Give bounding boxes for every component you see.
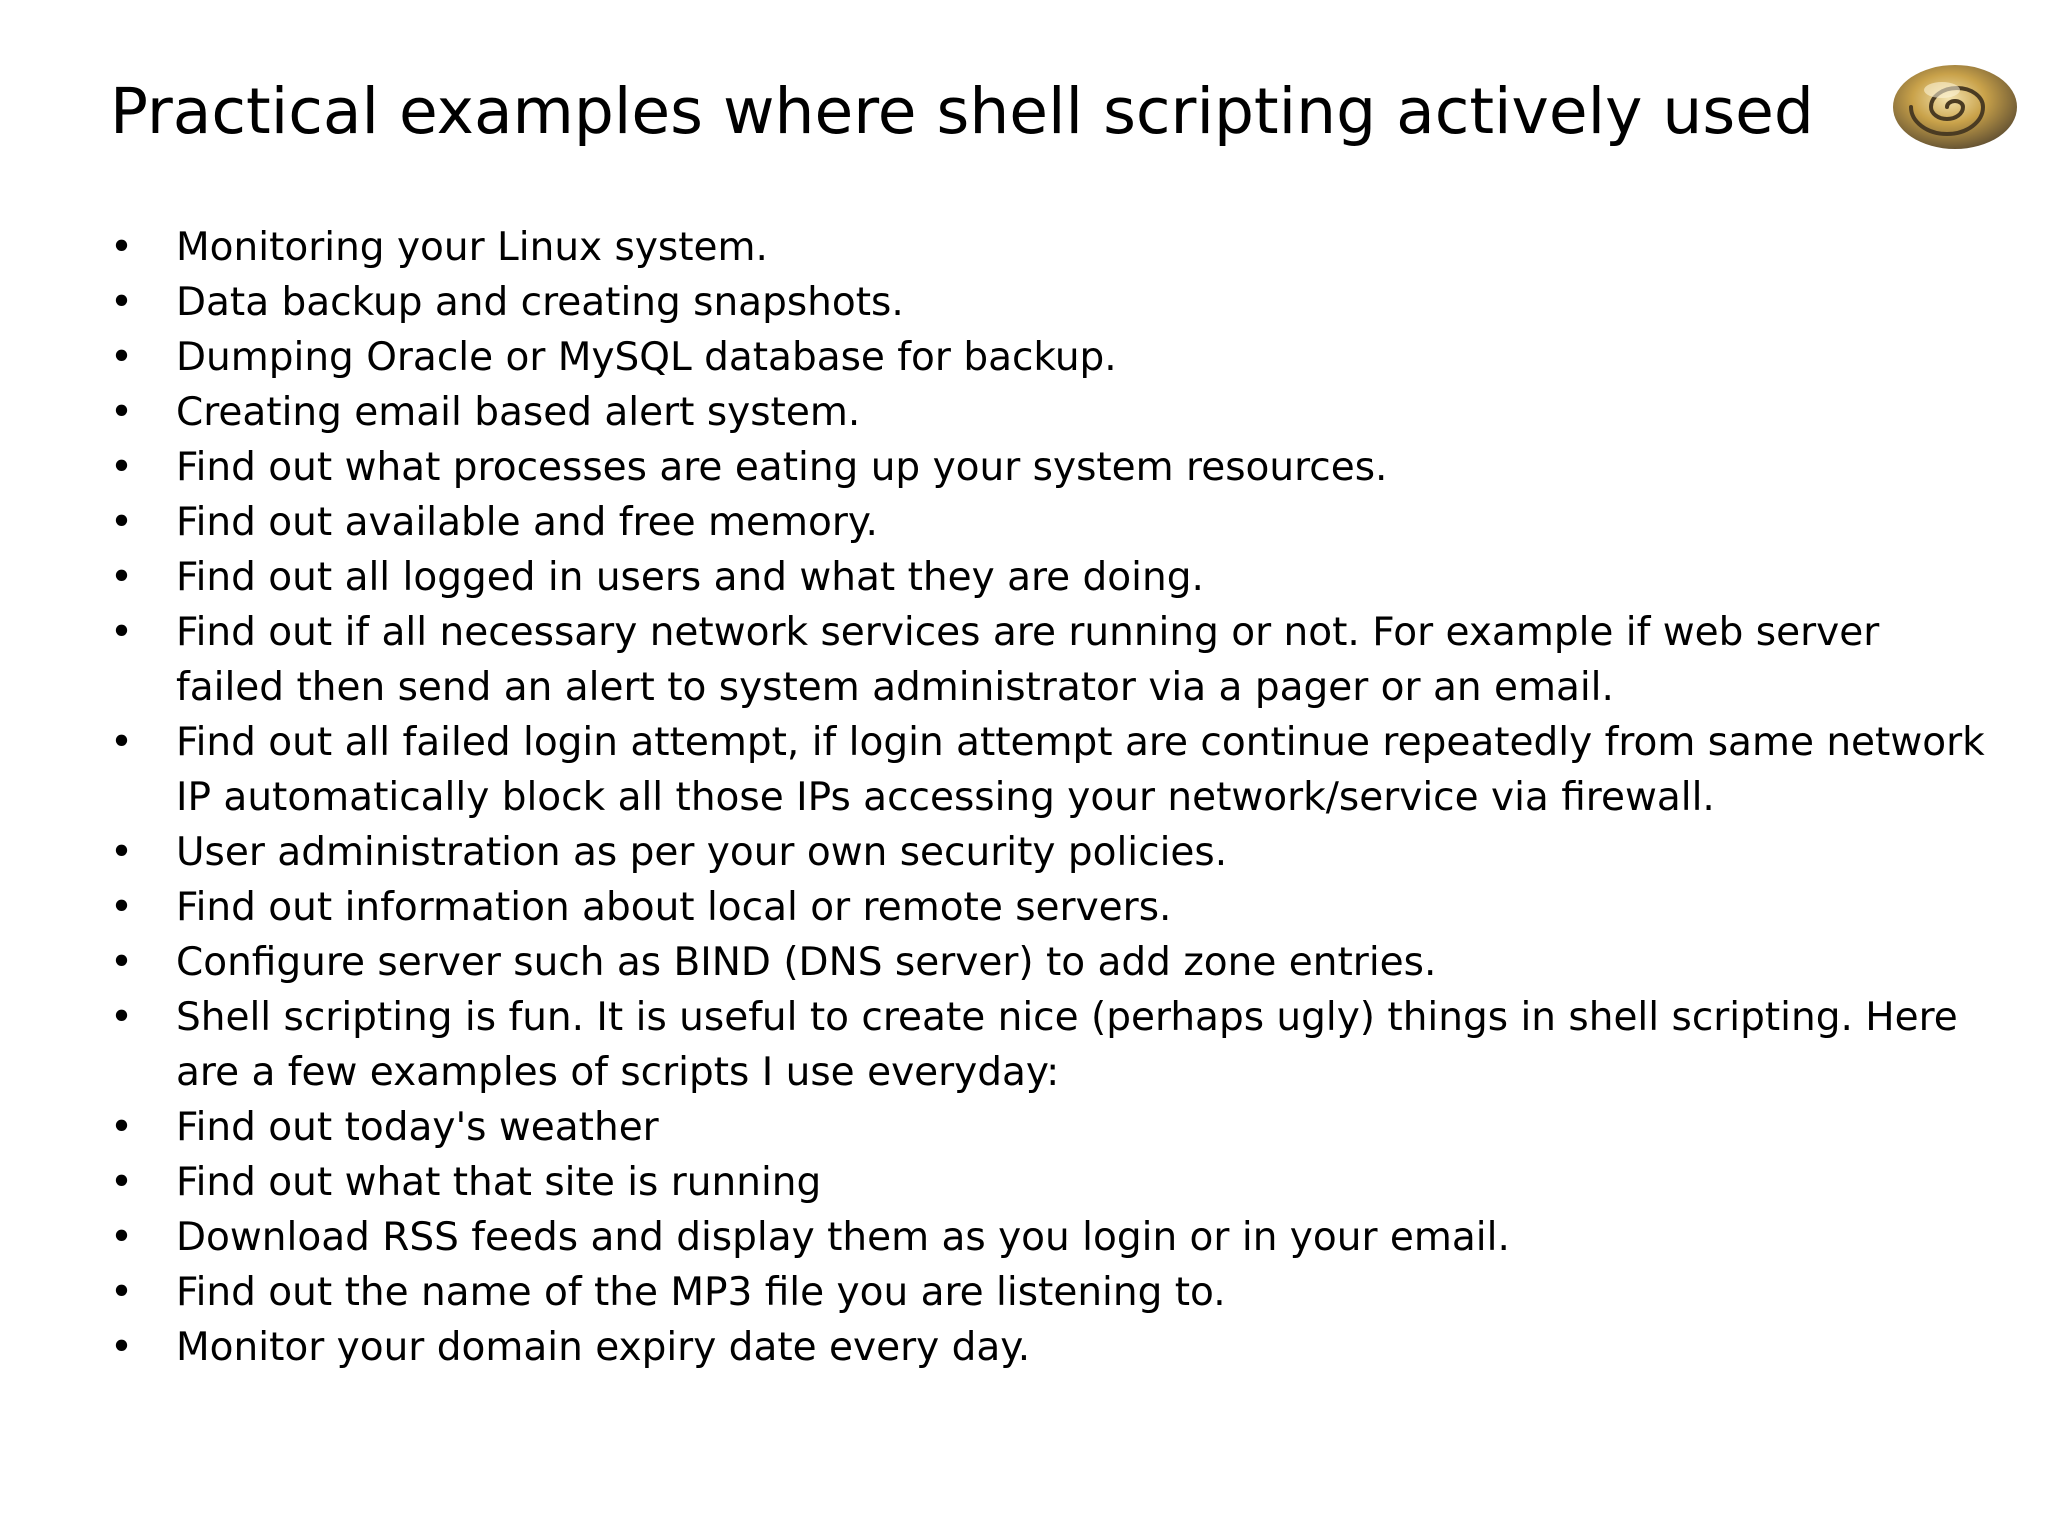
bullet-text: Creating email based alert system.	[176, 390, 861, 435]
bullet-dot-icon: •	[110, 555, 134, 600]
bullet-dot-icon: •	[110, 445, 134, 490]
bullet-dot-icon: •	[110, 335, 134, 380]
bullet-item	[110, 715, 1990, 825]
bullet-item	[110, 990, 1990, 1100]
bullet-item	[110, 605, 1990, 715]
bullet-dot-icon: •	[110, 885, 134, 930]
bullet-text: Find out what that site is running	[176, 1160, 822, 1205]
bullet-dot-icon: •	[110, 1215, 134, 1260]
bullet-item	[110, 220, 1990, 275]
bullet-text: Shell scripting is fun. It is useful to create nice (perhaps ugly) things in shell scripting. Here are a few examples of scripts I use everyday:	[176, 995, 1958, 1095]
bullet-item	[110, 1320, 1990, 1375]
bullet-dot-icon: •	[110, 390, 134, 435]
bullet-dot-icon: •	[110, 225, 134, 270]
bullet-item	[110, 1155, 1990, 1210]
bullet-item	[110, 1265, 1990, 1320]
bullet-dot-icon: •	[110, 1105, 134, 1150]
bullet-dot-icon: •	[110, 830, 134, 875]
bullet-item	[110, 550, 1990, 605]
bullet-dot-icon: •	[110, 500, 134, 545]
bullet-dot-icon: •	[110, 1160, 134, 1205]
bullet-text: Find out all logged in users and what they are doing.	[176, 555, 1204, 600]
bullet-text: Monitor your domain expiry date every day.	[176, 1325, 1031, 1370]
bullet-text: Data backup and creating snapshots.	[176, 280, 904, 325]
bullet-text: Dumping Oracle or MySQL database for backup.	[176, 335, 1117, 380]
bullet-text: Monitoring your Linux system.	[176, 225, 768, 270]
bullet-item	[110, 1210, 1990, 1265]
bullet-text: Find out all failed login attempt, if login attempt are continue repeatedly from same network IP automatically block all those IPs accessing your network/service via firewall.	[176, 720, 1985, 820]
bullet-text: Download RSS feeds and display them as you login or in your email.	[176, 1215, 1510, 1260]
bullet-item	[110, 495, 1990, 550]
bullet-item	[110, 935, 1990, 990]
bullet-text: Find out what processes are eating up your system resources.	[176, 445, 1388, 490]
bullet-item	[110, 440, 1990, 495]
bullet-dot-icon: •	[110, 940, 134, 985]
bullet-text: Find out available and free memory.	[176, 500, 878, 545]
bullet-text: Find out today's weather	[176, 1105, 659, 1150]
bullet-dot-icon: •	[110, 995, 134, 1040]
bullet-item	[110, 275, 1990, 330]
shell-logo-icon	[1880, 52, 2030, 152]
bullet-dot-icon: •	[110, 610, 134, 655]
bullet-list	[110, 220, 1990, 1375]
bullet-text: Find out the name of the MP3 file you are listening to.	[176, 1270, 1226, 1315]
bullet-dot-icon: •	[110, 280, 134, 325]
bullet-dot-icon: •	[110, 1270, 134, 1315]
bullet-item	[110, 880, 1990, 935]
bullet-text: Find out information about local or remote servers.	[176, 885, 1172, 930]
bullet-item	[110, 385, 1990, 440]
bullet-item	[110, 1100, 1990, 1155]
bullet-text: Find out if all necessary network services are running or not. For example if web server failed then send an alert to system administrator via a pager or an email.	[176, 610, 1880, 710]
slide-title: Practical examples where shell scripting actively used	[110, 75, 1814, 148]
bullet-dot-icon: •	[110, 1325, 134, 1370]
bullet-item	[110, 330, 1990, 385]
bullet-item	[110, 825, 1990, 880]
bullet-text: User administration as per your own security policies.	[176, 830, 1228, 875]
bullet-text: Configure server such as BIND (DNS server) to add zone entries.	[176, 940, 1437, 985]
bullet-dot-icon: •	[110, 720, 134, 765]
